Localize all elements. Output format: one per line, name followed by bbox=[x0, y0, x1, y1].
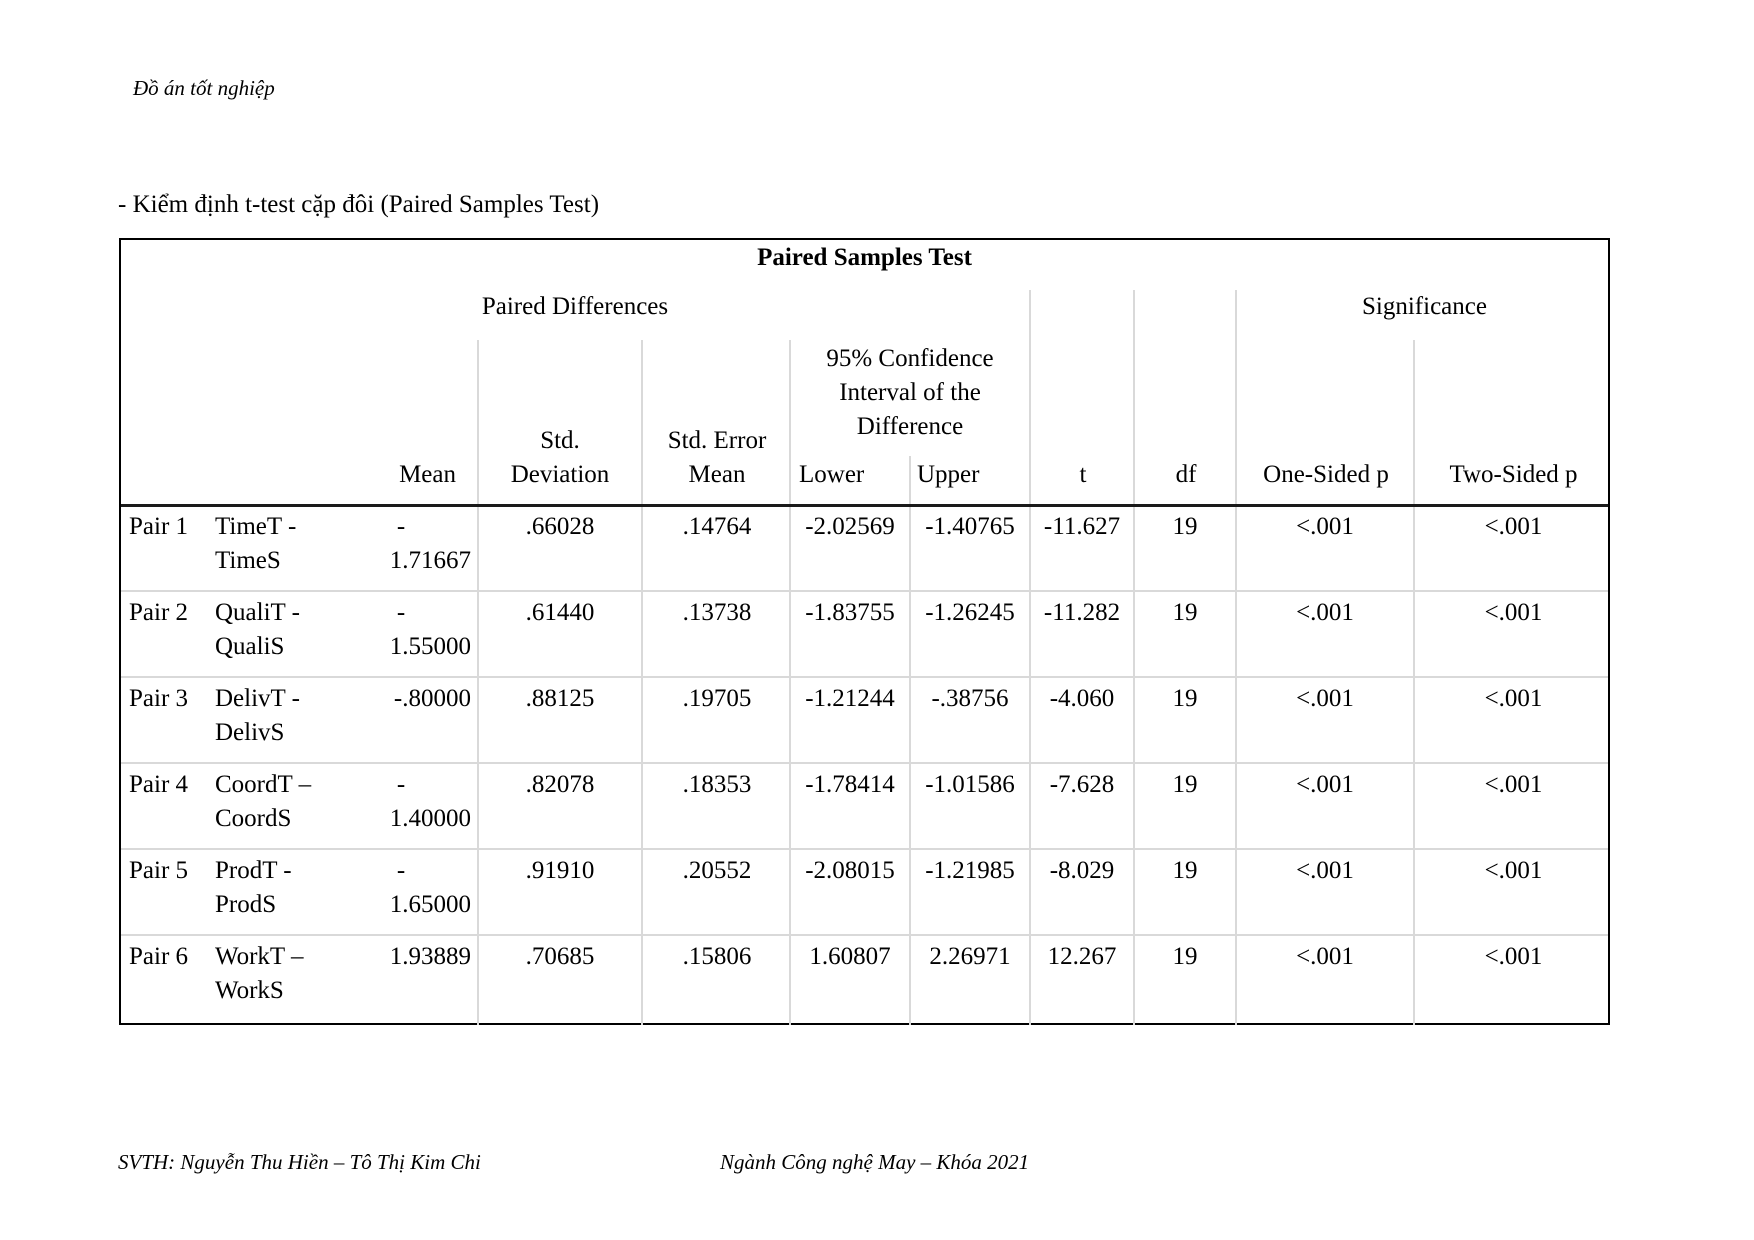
cell-std-deviation: .88125 bbox=[525, 685, 595, 712]
cell-df: 19 bbox=[1172, 513, 1198, 540]
cell-mean-line1: - bbox=[396, 599, 406, 626]
cell-df: 19 bbox=[1172, 771, 1198, 798]
cell-std-deviation: .61440 bbox=[525, 599, 595, 626]
cell-std-deviation: .66028 bbox=[525, 513, 595, 540]
cell-ci-upper: 2.26971 bbox=[929, 943, 1011, 970]
paired-samples-table bbox=[119, 238, 1610, 1025]
cell-df: 19 bbox=[1172, 943, 1198, 970]
cell-std-error-mean: .14764 bbox=[682, 513, 752, 540]
cell-ci-lower: -2.02569 bbox=[805, 513, 895, 540]
col-one-sided-p: One-Sided p bbox=[1263, 461, 1389, 488]
cell-ci-lower: -1.78414 bbox=[805, 771, 895, 798]
cell-variable-line2: CoordS bbox=[215, 805, 292, 832]
cell-df: 19 bbox=[1172, 685, 1198, 712]
cell-std-deviation: .91910 bbox=[525, 857, 595, 884]
cell-pair: Pair 1 bbox=[129, 513, 189, 540]
cell-t: 12.267 bbox=[1047, 943, 1117, 970]
cell-mean-line1: 1.93889 bbox=[389, 943, 471, 970]
cell-std-error-mean: .15806 bbox=[682, 943, 752, 970]
section-heading: - Kiểm định t-test cặp đôi (Paired Samples Test) bbox=[118, 191, 600, 218]
cell-one-sided-p: <.001 bbox=[1296, 943, 1354, 970]
col-upper: Upper bbox=[917, 461, 980, 488]
cell-std-deviation: .82078 bbox=[525, 771, 595, 798]
group-paired-differences: Paired Differences bbox=[481, 293, 669, 320]
cell-ci-lower: -2.08015 bbox=[805, 857, 895, 884]
cell-pair: Pair 3 bbox=[129, 685, 189, 712]
col-std-dev-line1: Std. bbox=[540, 427, 580, 454]
cell-std-error-mean: .13738 bbox=[682, 599, 752, 626]
cell-two-sided-p: <.001 bbox=[1484, 857, 1543, 884]
cell-one-sided-p: <.001 bbox=[1296, 599, 1354, 626]
cell-two-sided-p: <.001 bbox=[1484, 771, 1543, 798]
col-se-mean-line1: Std. Error bbox=[667, 427, 767, 454]
cell-variable-line1: QualiT - bbox=[215, 599, 300, 626]
cell-pair: Pair 2 bbox=[129, 599, 189, 626]
cell-one-sided-p: <.001 bbox=[1296, 513, 1354, 540]
cell-std-error-mean: .18353 bbox=[682, 771, 752, 798]
cell-variable-line2: QualiS bbox=[215, 633, 285, 660]
cell-variable-line1: TimeT - bbox=[215, 513, 297, 540]
cell-df: 19 bbox=[1172, 599, 1198, 626]
cell-t: -4.060 bbox=[1049, 685, 1115, 712]
footer-authors: SVTH: Nguyễn Thu Hiền – Tô Thị Kim Chi bbox=[118, 1150, 481, 1174]
cell-one-sided-p: <.001 bbox=[1296, 771, 1354, 798]
col-std-dev-line2: Deviation bbox=[510, 461, 610, 488]
col-t: t bbox=[1079, 461, 1087, 488]
col-se-mean-line2: Mean bbox=[688, 461, 746, 488]
cell-std-deviation: .70685 bbox=[525, 943, 595, 970]
cell-mean-line2: 1.65000 bbox=[389, 891, 471, 918]
cell-pair: Pair 4 bbox=[129, 771, 189, 798]
document-header-title: Đồ án tốt nghiệp bbox=[133, 76, 275, 100]
cell-ci-upper: -.38756 bbox=[931, 685, 1009, 712]
cell-one-sided-p: <.001 bbox=[1296, 857, 1354, 884]
table-title: Paired Samples Test bbox=[757, 244, 972, 271]
cell-one-sided-p: <.001 bbox=[1296, 685, 1354, 712]
cell-variable-line2: WorkS bbox=[215, 977, 284, 1004]
cell-ci-lower: -1.21244 bbox=[805, 685, 895, 712]
cell-ci-lower: 1.60807 bbox=[809, 943, 891, 970]
cell-std-error-mean: .19705 bbox=[682, 685, 752, 712]
cell-mean-line1: - bbox=[396, 513, 406, 540]
cell-variable-line1: CoordT – bbox=[215, 771, 312, 798]
cell-variable-line2: DelivS bbox=[215, 719, 285, 746]
cell-mean-line2: 1.71667 bbox=[389, 547, 471, 574]
cell-mean-line1: - bbox=[396, 771, 406, 798]
cell-two-sided-p: <.001 bbox=[1484, 685, 1543, 712]
cell-variable-line2: TimeS bbox=[215, 547, 281, 574]
cell-t: -11.282 bbox=[1043, 599, 1121, 626]
cell-two-sided-p: <.001 bbox=[1484, 943, 1543, 970]
cell-df: 19 bbox=[1172, 857, 1198, 884]
cell-two-sided-p: <.001 bbox=[1484, 599, 1543, 626]
cell-ci-upper: -1.26245 bbox=[925, 599, 1015, 626]
cell-variable-line1: ProdT - bbox=[215, 857, 292, 884]
cell-variable-line1: WorkT – bbox=[215, 943, 304, 970]
cell-ci-upper: -1.01586 bbox=[925, 771, 1015, 798]
cell-t: -7.628 bbox=[1049, 771, 1115, 798]
col-lower: Lower bbox=[799, 461, 865, 488]
cell-pair: Pair 6 bbox=[129, 943, 189, 970]
col-df: df bbox=[1175, 461, 1197, 488]
cell-mean-line2: 1.55000 bbox=[389, 633, 471, 660]
cell-t: -11.627 bbox=[1043, 513, 1121, 540]
cell-ci-upper: -1.40765 bbox=[925, 513, 1015, 540]
cell-mean-line1: - bbox=[396, 857, 406, 884]
cell-mean-line1: -.80000 bbox=[393, 685, 471, 712]
cell-ci-upper: -1.21985 bbox=[925, 857, 1015, 884]
cell-mean-line2: 1.40000 bbox=[389, 805, 471, 832]
group-significance: Significance bbox=[1362, 293, 1487, 320]
cell-two-sided-p: <.001 bbox=[1484, 513, 1543, 540]
cell-pair: Pair 5 bbox=[129, 857, 189, 884]
cell-variable-line1: DelivT - bbox=[215, 685, 300, 712]
group-confidence-interval: 95% Confidence Interval of the Difference bbox=[826, 345, 994, 440]
cell-std-error-mean: .20552 bbox=[682, 857, 752, 884]
cell-t: -8.029 bbox=[1049, 857, 1115, 884]
cell-ci-lower: -1.83755 bbox=[805, 599, 895, 626]
cell-variable-line2: ProdS bbox=[215, 891, 277, 918]
footer-program: Ngành Công nghệ May – Khóa 2021 bbox=[720, 1150, 1030, 1174]
col-mean: Mean bbox=[399, 461, 456, 488]
col-two-sided-p: Two-Sided p bbox=[1449, 461, 1578, 488]
